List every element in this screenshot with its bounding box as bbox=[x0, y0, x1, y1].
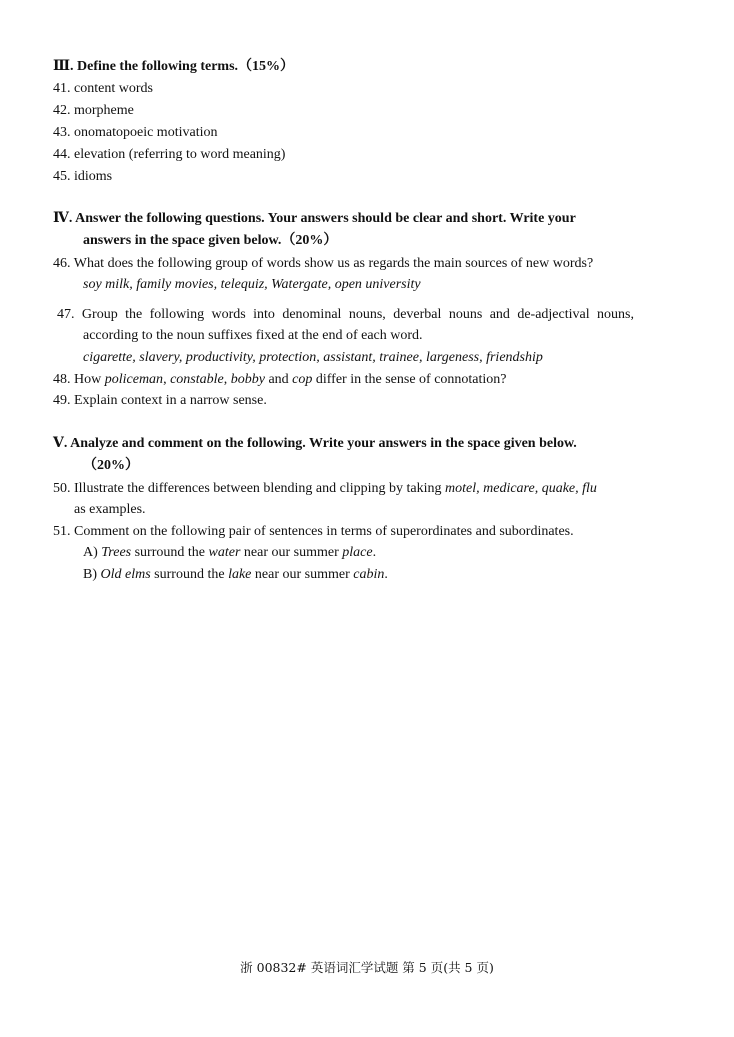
question-51: 51. Comment on the following pair of sentences in terms of superordinates and subordinates. bbox=[53, 524, 574, 539]
section-5-heading-line-1: Ⅴ. Analyze and comment on the following. Write your answers in the space given below. bbox=[53, 436, 577, 451]
section-4-heading-line-1: Ⅳ. Answer the following questions. Your answers should be clear and short. Write your bbox=[53, 211, 576, 226]
question-48: 48. How policeman, constable, bobby and cop differ in the sense of connotation? bbox=[53, 372, 507, 387]
question-47-examples: cigarette, slavery, productivity, protection, assistant, trainee, largeness, friendship bbox=[83, 350, 543, 365]
question-50-line-1: 50. Illustrate the differences between blending and clipping by taking motel, medicare, quake, flu bbox=[53, 481, 597, 496]
question-47-line-1: 47. Group the following words into denominal nouns, deverbal nouns and de-adjectival nouns, bbox=[57, 307, 634, 322]
section-3-heading: Ⅲ. Define the following terms.（15%） bbox=[53, 59, 295, 74]
sentence-a: A) Trees surround the water near our summer place. bbox=[83, 545, 377, 560]
page-footer: 浙 00832# 英语词汇学试题 第 5 页(共 5 页) bbox=[240, 960, 494, 975]
question-47-line-2: according to the noun suffixes fixed at the end of each word. bbox=[83, 328, 423, 343]
question-46: 46. What does the following group of words show us as regards the main sources of new words? bbox=[53, 256, 594, 271]
section-5-heading-line-2: （20%） bbox=[83, 458, 139, 473]
question-42: 42. morpheme bbox=[53, 103, 134, 118]
question-43: 43. onomatopoeic motivation bbox=[53, 125, 218, 140]
question-50-line-2: as examples. bbox=[74, 502, 146, 517]
question-46-examples: soy milk, family movies, telequiz, Watergate, open university bbox=[83, 277, 421, 292]
sentence-b: B) Old elms surround the lake near our summer cabin. bbox=[83, 567, 388, 582]
question-41: 41. content words bbox=[53, 81, 153, 96]
question-49: 49. Explain context in a narrow sense. bbox=[53, 393, 267, 408]
question-45: 45. idioms bbox=[53, 169, 113, 184]
question-44: 44. elevation (referring to word meaning) bbox=[53, 147, 286, 162]
section-4-heading-line-2: answers in the space given below.（20%） bbox=[83, 233, 338, 248]
